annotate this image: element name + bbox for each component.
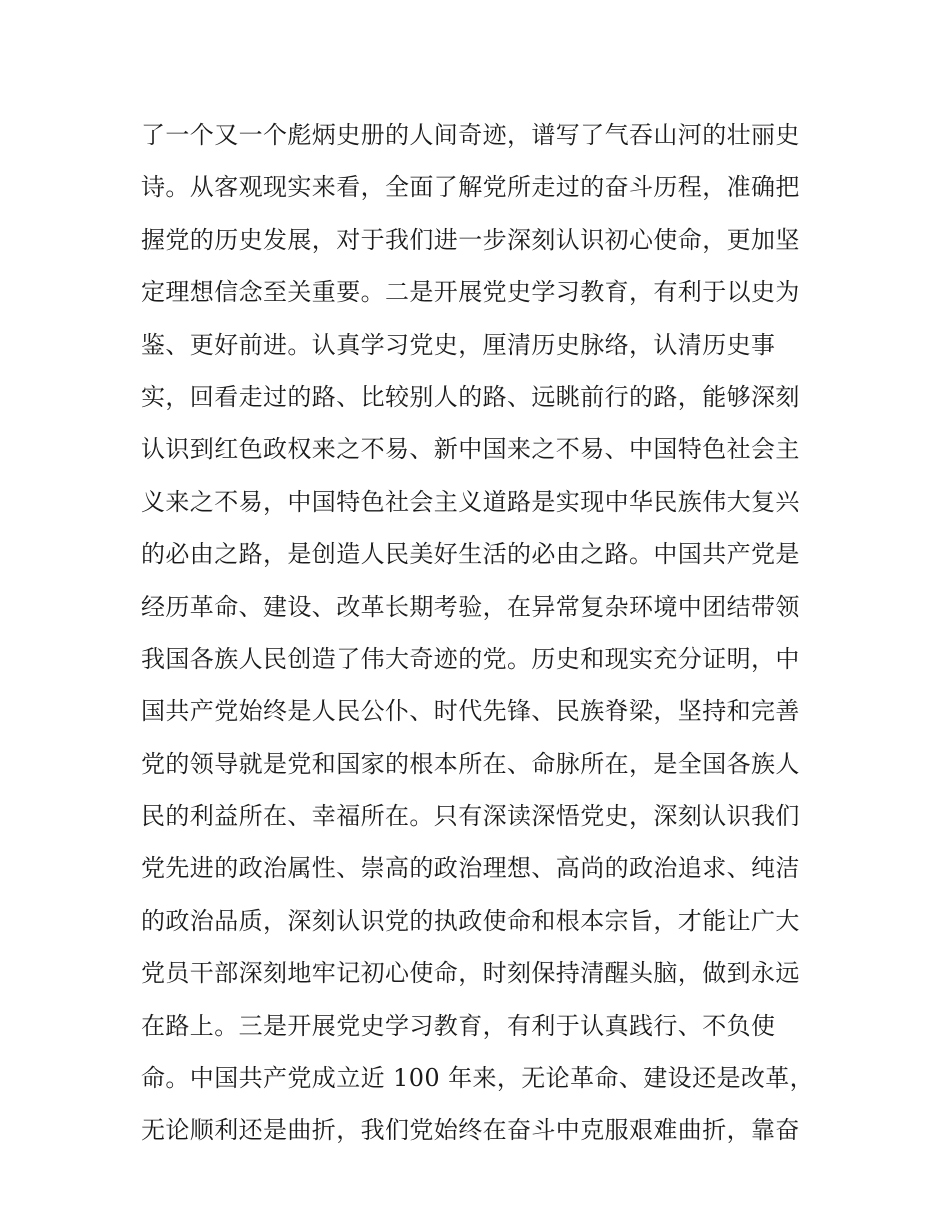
text-line: 命。中国共产党成立近 100 年来，无论革命、建设还是改革，: [141, 1064, 815, 1093]
text-line: 义来之不易，中国特色社会主义道路是实现中华民族伟大复兴: [141, 487, 800, 516]
text-line: 党员干部深刻地牢记初心使命，时刻保持清醒头脑，做到永远: [141, 959, 800, 988]
text-line: 了一个又一个彪炳史册的人间奇迹，谱写了气吞山河的壮丽史: [141, 121, 800, 149]
body-paragraph: [141, 109, 821, 1157]
text-line: 党先进的政治属性、崇高的政治理想、高尚的政治追求、纯洁: [141, 854, 800, 883]
text-line: 经历革命、建设、改革长期考验，在异常复杂环境中团结带领: [141, 592, 800, 621]
text-line: 认识到红色政权来之不易、新中国来之不易、中国特色社会主: [141, 435, 800, 464]
text-line: 的必由之路，是创造人民美好生活的必由之路。中国共产党是: [141, 540, 800, 569]
text-line: 实，回看走过的路、比较别人的路、远眺前行的路，能够深刻: [141, 382, 800, 411]
text-line: 党的领导就是党和国家的根本所在、命脉所在，是全国各族人: [141, 749, 800, 778]
text-line: 定理想信念至关重要。二是开展党史学习教育，有利于以史为: [141, 278, 800, 307]
text-line: 我国各族人民创造了伟大奇迹的党。历史和现实充分证明，中: [141, 644, 800, 673]
text-line: 民的利益所在、幸福所在。只有深读深悟党史，深刻认识我们: [141, 802, 800, 831]
text-line: 鉴、更好前进。认真学习党史，厘清历史脉络，认清历史事: [141, 330, 776, 359]
text-line: 的政治品质，深刻认识党的执政使命和根本宗旨，才能让广大: [141, 906, 800, 935]
text-line: 国共产党始终是人民公仆、时代先锋、民族脊梁，坚持和完善: [141, 697, 800, 726]
text-line: 在路上。三是开展党史学习教育，有利于认真践行、不负使: [141, 1011, 776, 1040]
text-line: 诗。从客观现实来看，全面了解党所走过的奋斗历程，准确把: [141, 173, 800, 202]
text-line: 握党的历史发展，对于我们进一步深刻认识初心使命，更加坚: [141, 225, 800, 254]
text-line: 无论顺利还是曲折，我们党始终在奋斗中克服艰难曲折，靠奋: [141, 1116, 800, 1145]
